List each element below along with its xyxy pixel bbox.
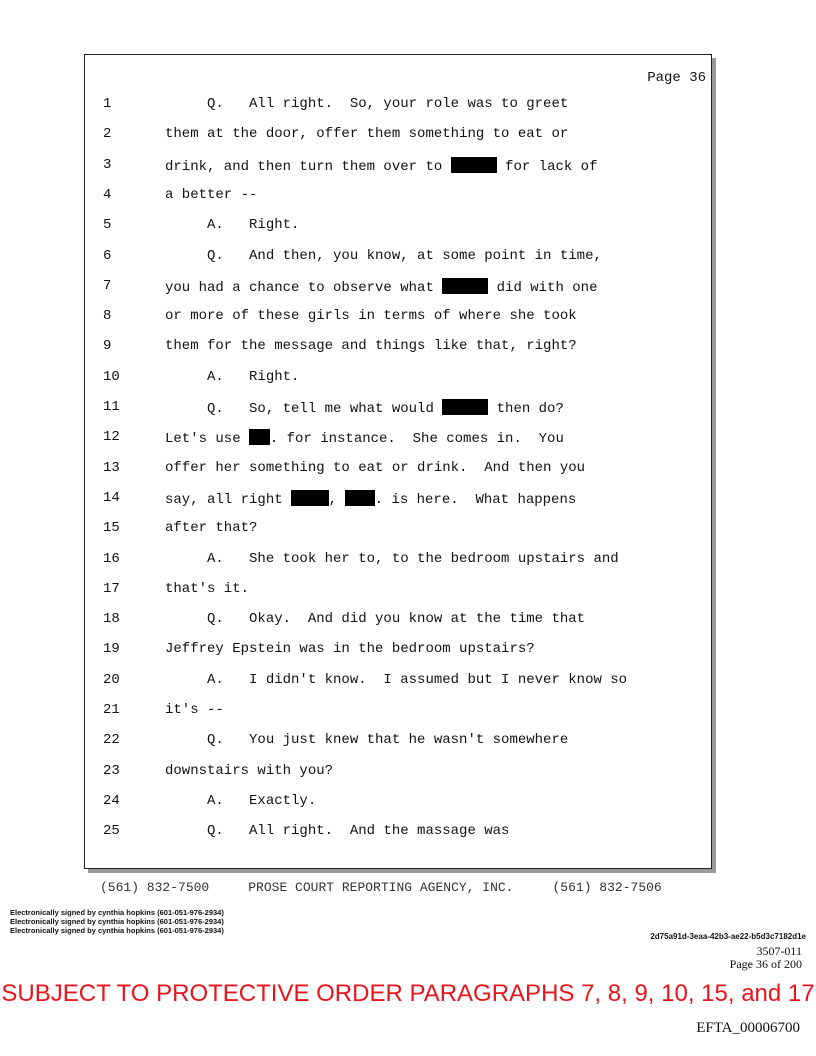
transcript-footer <box>100 880 662 895</box>
transcript-line <box>0 490 816 510</box>
line-number: 6 <box>103 247 112 264</box>
line-text <box>165 429 564 447</box>
line-number: 11 <box>103 399 120 415</box>
line-text <box>165 369 299 385</box>
transcript-line <box>0 217 816 237</box>
transcript-line <box>0 763 816 783</box>
line-text <box>165 460 585 476</box>
line-number: 15 <box>103 520 120 537</box>
line-text <box>165 248 602 264</box>
transcript-line <box>0 126 816 146</box>
transcript-line <box>0 278 816 298</box>
redaction-block <box>345 490 374 506</box>
line-number: 25 <box>103 823 120 840</box>
line-text-segment: downstairs with you? <box>165 762 334 779</box>
transcript-line <box>0 793 816 813</box>
transcript-line <box>0 187 816 207</box>
line-number: 7 <box>103 277 112 294</box>
transcript-line <box>0 551 816 571</box>
line-number: 18 <box>103 611 120 628</box>
transcript-line <box>0 399 816 419</box>
line-text-segment: them at the door, offer them something to eat or <box>165 126 569 143</box>
footer-agency: PROSE COURT REPORTING AGENCY, INC. <box>248 880 514 895</box>
line-number: 16 <box>103 550 120 567</box>
signature-line: Electronically signed by cynthia hopkins (601-051-976-2934) <box>10 908 224 917</box>
line-text-segment: Q. All right. And the massage was <box>165 823 510 840</box>
line-text-segment: , <box>328 491 346 508</box>
line-number: 23 <box>103 762 120 779</box>
footer-phone-left: (561) 832-7500 <box>100 880 210 895</box>
line-number: 14 <box>103 489 120 506</box>
signature-line: Electronically signed by cynthia hopkins (601-051-976-2934) <box>10 926 224 935</box>
line-number: 9 <box>103 338 112 355</box>
line-text-segment: then do? <box>488 401 564 417</box>
transcript-line <box>0 96 816 116</box>
transcript-line <box>0 641 816 661</box>
redaction-block <box>451 157 497 173</box>
transcript-line <box>0 732 816 752</box>
line-text-segment: Q. You just knew that he wasn't somewhere <box>165 732 569 749</box>
line-text-segment: Q. So, tell me what would <box>165 401 443 417</box>
line-text <box>165 490 576 508</box>
line-number: 20 <box>103 671 120 688</box>
line-number: 22 <box>103 732 120 749</box>
line-text-segment: Q. And then, you know, at some point in time, <box>165 247 602 264</box>
line-text-segment: . is here. What happens <box>374 491 577 508</box>
document-hash: 2d75a91d-3eaa-42b3-ae22-b5d3c7182d1e <box>650 932 806 941</box>
line-number: 19 <box>103 641 120 658</box>
line-text <box>165 763 333 779</box>
line-number: 8 <box>103 308 112 325</box>
line-number: 1 <box>103 96 112 112</box>
line-text-segment: Q. Okay. And did you know at the time that <box>165 611 586 628</box>
line-text-segment: Q. All right. So, your role was to greet <box>165 96 569 112</box>
signature-line: Electronically signed by cynthia hopkins (601-051-976-2934) <box>10 917 224 926</box>
transcript-line <box>0 823 816 843</box>
line-text-segment: them for the message and things like that, right? <box>165 338 577 355</box>
line-text-segment: drink, and then turn them over to <box>165 158 451 175</box>
line-text-segment: Jeffrey Epstein was in the bedroom upstairs? <box>165 641 535 658</box>
line-text <box>165 187 257 203</box>
line-number: 10 <box>103 368 120 385</box>
line-text <box>165 732 568 748</box>
page-label: Page 36 <box>647 70 706 86</box>
line-number: 24 <box>103 792 120 809</box>
redaction-block <box>442 399 488 415</box>
line-text-segment: A. Right. <box>165 217 300 234</box>
line-text <box>165 520 257 536</box>
line-text <box>165 823 509 839</box>
line-text-segment: . for instance. She comes in. You <box>269 431 564 448</box>
line-number: 5 <box>103 217 112 234</box>
line-text <box>165 96 568 112</box>
line-text-segment: Let's use <box>165 431 250 448</box>
redaction-block <box>249 429 270 445</box>
line-text-segment: did with one <box>488 279 598 296</box>
transcript-line <box>0 248 816 268</box>
transcript-line <box>0 308 816 328</box>
line-text <box>165 278 597 296</box>
line-number: 12 <box>103 429 120 446</box>
line-text-segment: A. Exactly. <box>165 792 317 809</box>
line-text <box>165 551 619 567</box>
line-text <box>165 308 577 324</box>
line-text-segment: it's -- <box>165 702 224 718</box>
line-text-segment: or more of these girls in terms of where she took <box>165 308 577 325</box>
transcript-line <box>0 581 816 601</box>
line-text-segment: A. Right. <box>165 368 300 385</box>
transcript-line <box>0 369 816 389</box>
transcript-line <box>0 702 816 722</box>
line-text <box>165 793 316 809</box>
line-text <box>165 702 224 718</box>
transcript-line <box>0 611 816 631</box>
line-text-segment: a better -- <box>165 186 258 203</box>
line-text <box>165 641 535 657</box>
page-of-count: Page 36 of 200 <box>729 957 802 971</box>
line-text <box>165 338 577 354</box>
line-number: 21 <box>103 702 120 718</box>
line-text <box>165 399 564 417</box>
transcript-line <box>0 157 816 177</box>
document-number: 3507-011 <box>756 944 802 958</box>
line-number: 3 <box>103 156 112 173</box>
line-text <box>165 157 597 175</box>
line-text-segment: A. She took her to, to the bedroom upstairs and <box>165 550 619 567</box>
transcript-line <box>0 520 816 540</box>
line-text <box>165 611 585 627</box>
line-text <box>165 126 568 142</box>
line-text <box>165 672 627 688</box>
line-number: 13 <box>103 459 120 476</box>
line-text <box>165 581 249 597</box>
line-text-segment: say, all right <box>165 491 292 508</box>
line-text-segment: that's it. <box>165 580 250 597</box>
transcript-line <box>0 460 816 480</box>
line-text-segment: after that? <box>165 520 258 537</box>
line-text <box>165 217 299 233</box>
transcript-line <box>0 338 816 358</box>
redaction-block <box>291 490 329 506</box>
line-number: 17 <box>103 580 120 597</box>
protective-order-notice: SUBJECT TO PROTECTIVE ORDER PARAGRAPHS 7, 8, 9, 10, 15, and 17 <box>1 980 815 1007</box>
line-text-segment: A. I didn't know. I assumed but I never know so <box>165 671 628 688</box>
line-text-segment: offer her something to eat or drink. And then you <box>165 459 586 476</box>
line-number: 2 <box>103 126 112 143</box>
redaction-block <box>442 278 488 294</box>
footer-phone-right: (561) 832-7506 <box>552 880 662 895</box>
transcript-line <box>0 672 816 692</box>
line-number: 4 <box>103 186 112 203</box>
line-text-segment: you had a chance to observe what <box>165 279 443 296</box>
efta-number: EFTA_00006700 <box>696 1020 800 1036</box>
line-text-segment: for lack of <box>496 158 598 175</box>
transcript-line <box>0 429 816 449</box>
